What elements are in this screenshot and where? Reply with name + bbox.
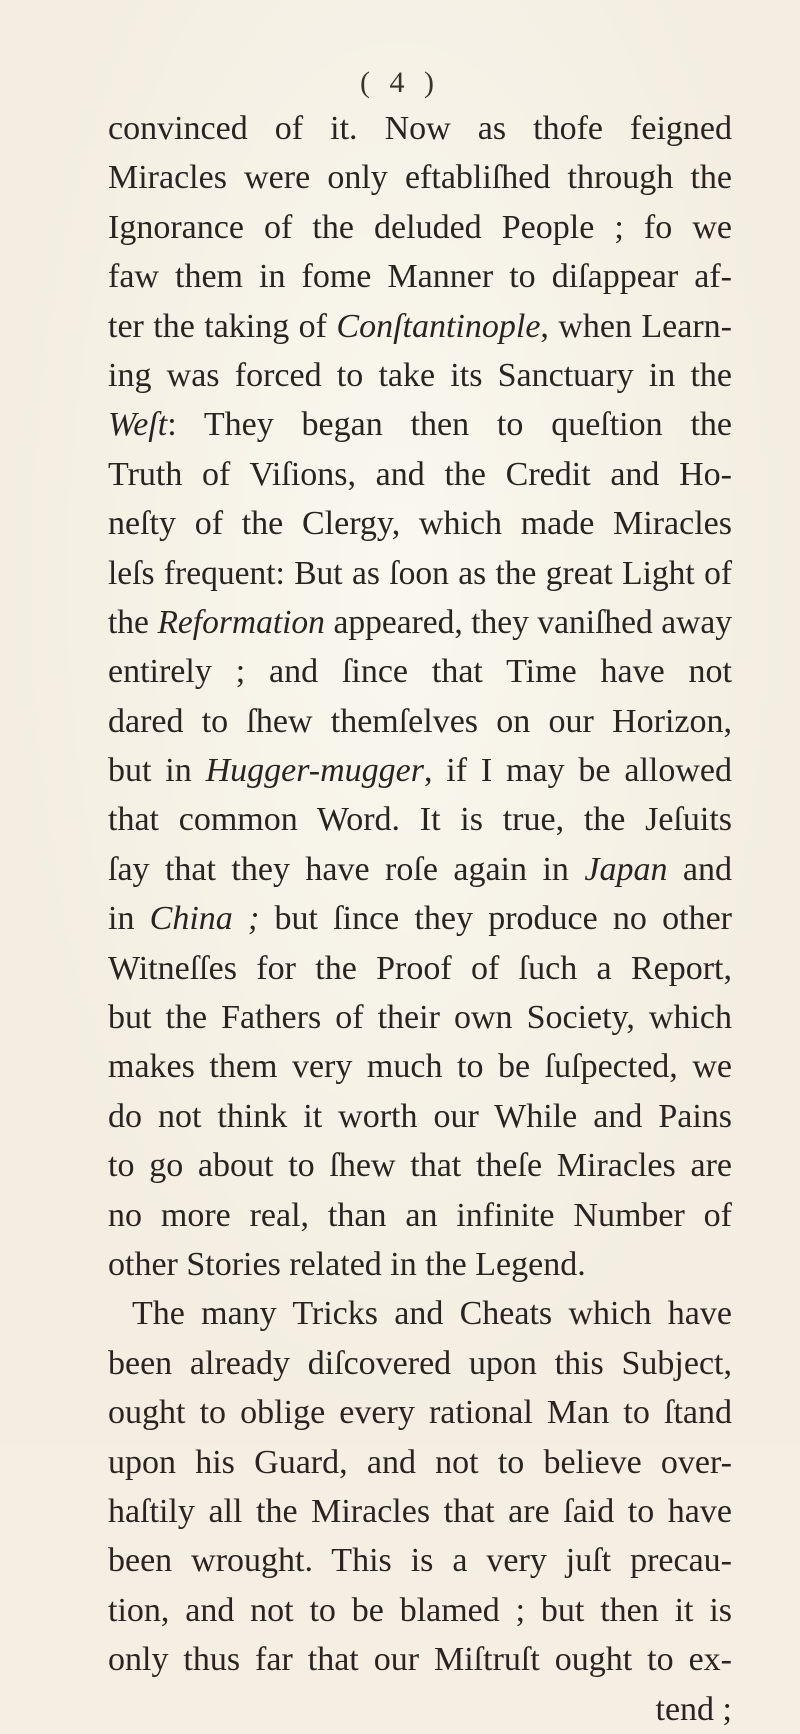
text-line — [108, 993, 732, 1042]
text-segment: only thus far that our Miſtruſt ought to ex- — [108, 1641, 732, 1679]
text-segment: Miracles were only eftabliſhed through the — [108, 159, 732, 197]
text-line — [108, 302, 732, 351]
text-segment: The many Tricks and Cheats which have — [132, 1295, 732, 1333]
text-segment: but the Fathers of their own Society, which — [108, 999, 732, 1037]
text-line — [108, 1536, 732, 1585]
text-segment: tend ; — [655, 1690, 732, 1728]
text-line — [108, 746, 732, 795]
body-text — [108, 104, 732, 1734]
text-line — [108, 1092, 732, 1141]
text-line — [108, 351, 732, 400]
text-segment: convinced of it. Now as thofe feigned — [108, 110, 732, 147]
text-segment: Ignorance of the deluded People ; fo we — [108, 208, 732, 246]
text-line — [108, 647, 732, 696]
text-segment: Truth of Viſions, and the Credit and Ho- — [108, 455, 732, 493]
text-line — [108, 1339, 732, 1388]
text-segment: do not think it worth our While and Pains — [108, 1097, 732, 1135]
text-line — [108, 697, 732, 746]
text-line — [108, 1042, 732, 1091]
text-segment: ing was forced to take its Sanctuary in the — [108, 356, 732, 394]
text-line — [108, 153, 732, 202]
text-segment: : They began then to queſtion the — [167, 406, 732, 444]
text-segment: to go about to ſhew that theſe Miracles are — [108, 1147, 732, 1185]
text-segment: dared to ſhew themſelves on our Horizon, — [108, 702, 732, 740]
text-segment: that common Word. It is true, the Jeſuits — [108, 801, 732, 839]
text-line — [108, 1586, 732, 1635]
text-segment: tion, and not to be blamed ; but then it is — [108, 1591, 732, 1629]
text-line — [108, 252, 732, 301]
text-segment: faw them in fome Manner to diſappear af- — [108, 258, 732, 296]
text-line — [108, 1289, 732, 1338]
italic-text: Conſtantinople — [336, 307, 541, 345]
italic-text: Hugger-mugger — [205, 752, 424, 790]
text-segment: but ſince they produce no other — [259, 900, 732, 938]
text-segment: but in — [108, 752, 206, 790]
text-line — [108, 795, 732, 844]
text-segment: leſs frequent: But as ſoon as the great Light of — [108, 554, 732, 592]
text-segment: ter the taking of — [108, 307, 337, 345]
text-segment: no more real, than an infinite Number of — [108, 1196, 732, 1234]
text-segment: , if I may be allowed — [423, 752, 732, 790]
text-line — [108, 549, 732, 598]
text-line — [108, 1240, 732, 1289]
italic-text: China ; — [149, 900, 260, 938]
text-line — [108, 1141, 732, 1190]
text-line — [108, 944, 732, 993]
text-line — [108, 1685, 732, 1734]
text-line — [108, 598, 732, 647]
text-segment: been wrought. This is a very juſt precau- — [108, 1542, 732, 1580]
text-segment: appeared, they vaniſhed away — [324, 603, 732, 641]
text-line — [108, 894, 732, 943]
text-segment: entirely ; and ſince that Time have not — [108, 653, 732, 691]
text-line — [108, 1635, 732, 1684]
text-segment: Witneſſes for the Proof of ſuch a Report, — [108, 949, 732, 987]
text-segment: neſty of the Clergy, which made Miracles — [108, 505, 732, 543]
text-line — [108, 450, 732, 499]
italic-text: Weſt — [108, 406, 168, 444]
text-segment: the — [108, 603, 158, 641]
text-line — [108, 845, 732, 894]
text-segment: and — [667, 850, 732, 888]
text-line — [108, 499, 732, 548]
italic-text: Reformation — [157, 603, 325, 641]
text-line — [108, 1487, 732, 1536]
text-line — [108, 400, 732, 449]
text-line — [108, 1191, 732, 1240]
text-segment: ought to oblige every rational Man to ſtand — [108, 1394, 732, 1432]
text-segment: other Stories related in the Legend. — [108, 1245, 586, 1283]
text-segment: ſay that they have roſe again in — [108, 850, 585, 888]
text-segment: been already diſcovered upon this Subject, — [108, 1344, 732, 1382]
text-line — [108, 104, 732, 153]
italic-text: Japan — [584, 850, 668, 888]
text-segment: , when Learn- — [540, 307, 732, 345]
text-line — [108, 1388, 732, 1437]
page-number: ( 4 ) — [360, 66, 440, 99]
text-segment: makes them very much to be ſuſpected, we — [108, 1048, 732, 1086]
text-segment: in — [108, 900, 150, 938]
text-line — [108, 203, 732, 252]
text-segment: haſtily all the Miracles that are ſaid to have — [108, 1492, 732, 1530]
text-segment: upon his Guard, and not to believe over- — [108, 1443, 732, 1481]
